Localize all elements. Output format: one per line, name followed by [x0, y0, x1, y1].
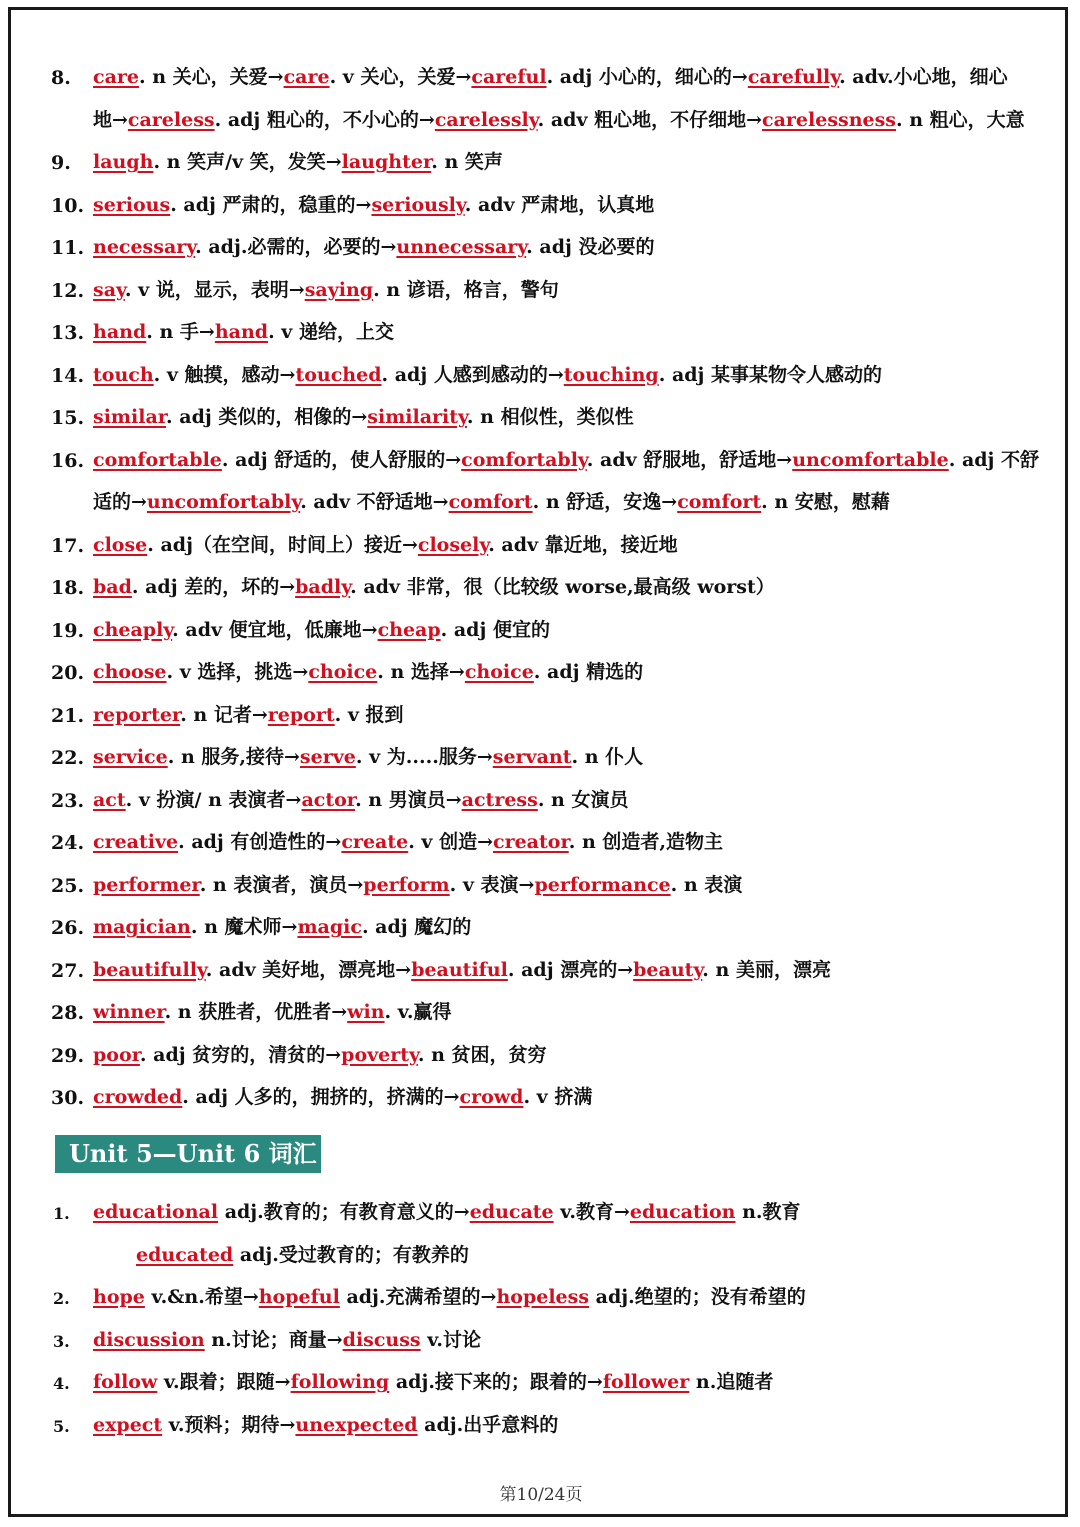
- vocab-word: close: [93, 533, 148, 556]
- vocab-word: educational: [93, 1201, 219, 1223]
- item-line: [93, 915, 471, 939]
- item-number: 9.: [51, 152, 71, 174]
- item-line: [93, 1328, 481, 1352]
- vocab-word: unexpected: [295, 1413, 418, 1436]
- item-number: 27.: [51, 959, 85, 982]
- vocab-word: touching: [563, 363, 659, 386]
- item-number: 3.: [53, 1331, 70, 1351]
- vocab-word: beautiful: [411, 958, 508, 981]
- item-number: 19.: [51, 619, 85, 642]
- definition-text: . adv 美好地，漂亮地→: [205, 958, 412, 981]
- definition-text: adj.绝望的；没有希望的: [589, 1286, 806, 1308]
- definition-text: . n 女演员: [537, 788, 629, 811]
- vocab-word: similarity: [367, 406, 467, 428]
- item-line: [93, 405, 634, 429]
- vocab-word: creative: [93, 831, 179, 853]
- definition-text: . n 相似性，类似性: [466, 406, 634, 428]
- definition-text: v.讨论: [420, 1328, 481, 1351]
- vocab-word: discuss: [342, 1328, 421, 1351]
- vocab-word: touch: [93, 363, 154, 386]
- vocab-word: beauty: [633, 958, 703, 981]
- definition-text: . adv 便宜地，低廉地→: [172, 618, 378, 641]
- definition-text: . adv 靠近地，接近地: [488, 533, 678, 556]
- definition-text: . adv 严肃地，认真地: [464, 193, 655, 216]
- item-line: [93, 278, 559, 302]
- item-number: 18.: [51, 577, 85, 599]
- vocab-word: choice: [308, 661, 378, 683]
- vocab-word: seriously: [371, 193, 465, 216]
- item-line: [93, 363, 882, 387]
- definition-text: 适的→: [93, 491, 147, 513]
- vocab-word: comfortable: [93, 448, 222, 471]
- item-line: [93, 150, 503, 174]
- definition-text: . v 创造→: [408, 831, 494, 853]
- definition-text: . adj 魔幻的: [361, 916, 472, 938]
- definition-text: . adj 漂亮的→: [507, 958, 634, 981]
- vocab-word: choice: [464, 661, 534, 683]
- definition-text: v.教育→: [553, 1201, 630, 1223]
- vocab-word: care: [93, 66, 139, 88]
- definition-text: . v 选择，挑选→: [166, 661, 309, 683]
- vocab-word: expect: [93, 1413, 163, 1436]
- vocab-word: cheap: [377, 618, 441, 641]
- item-line: [93, 320, 394, 344]
- vocab-word: comfortably: [461, 448, 587, 471]
- definition-text: . adj 小心的，细心的→: [546, 66, 748, 88]
- definition-text: . n 手→: [146, 321, 215, 343]
- vocab-word: creator: [493, 831, 569, 853]
- item-number: 26.: [51, 917, 85, 939]
- vocab-word: similar: [93, 406, 167, 428]
- item-line: [93, 1285, 806, 1309]
- definition-text: v.跟着；跟随→: [157, 1371, 291, 1393]
- definition-text: . n 仆人: [571, 746, 644, 768]
- page-footer: 第10/24页: [499, 1485, 583, 1505]
- vocab-word: service: [93, 746, 168, 768]
- definition-text: . adv 非常，很（比较级 worse,最高级 worst）: [350, 576, 775, 598]
- item-line: [93, 703, 404, 727]
- item-line: [93, 788, 628, 812]
- definition-text: . n 创造者,造物主: [568, 831, 723, 853]
- definition-text: . v 扮演/ n 表演者→: [125, 788, 302, 811]
- definition-text: adj.充满希望的→: [339, 1286, 497, 1308]
- definition-text: adj.受过教育的；有教养的: [233, 1243, 469, 1266]
- vocab-word: act: [93, 788, 126, 811]
- item-number: 24.: [51, 832, 85, 854]
- vocab-word: perform: [363, 873, 450, 896]
- vocab-word: poverty: [341, 1043, 418, 1066]
- vocab-word: laughter: [341, 151, 432, 173]
- item-number: 11.: [51, 237, 85, 259]
- vocab-word: comfort: [448, 491, 533, 513]
- definition-text: . n 谚语，格言，警句: [373, 278, 559, 301]
- item-number: 4.: [53, 1374, 70, 1393]
- vocab-word: hopeful: [258, 1286, 340, 1308]
- vocab-word: serve: [299, 746, 356, 768]
- definition-text: . n 关心，关爱→: [138, 66, 284, 88]
- item-line: [93, 65, 1008, 89]
- definition-text: adj.教育的；有教育意义的→: [218, 1201, 470, 1223]
- definition-text: . adj 差的，坏的→: [131, 576, 296, 598]
- vocab-word: educate: [469, 1201, 554, 1223]
- vocab-word: serious: [93, 193, 171, 216]
- item-line: [93, 1413, 558, 1437]
- vocab-word: hand: [214, 321, 269, 343]
- item-line: [93, 660, 643, 684]
- item-number: 10.: [51, 194, 85, 217]
- item-line: [93, 1000, 452, 1024]
- item-number: 23.: [51, 789, 85, 812]
- vocab-word: choose: [93, 661, 167, 683]
- item-number: 1.: [53, 1204, 70, 1223]
- definition-text: . v 递给，上交: [268, 321, 394, 343]
- definition-text: . adj.必需的，必要的→: [195, 236, 397, 258]
- definition-text: . n 贫困，贫穷: [417, 1043, 547, 1066]
- definition-text: . v 为.....服务→: [355, 746, 493, 768]
- item-line: [93, 618, 550, 642]
- item-number: 12.: [51, 279, 85, 302]
- vocab-word: crowded: [93, 1086, 183, 1108]
- item-number: 30.: [51, 1087, 85, 1109]
- vocab-word: actor: [301, 788, 356, 811]
- definition-text: . adj 没必要的: [526, 236, 655, 258]
- vocab-word: bad: [93, 576, 132, 598]
- definition-text: . n 男演员→: [355, 788, 462, 811]
- definition-text: . adj 人多的，拥挤的，挤满的→: [182, 1086, 460, 1108]
- item-number: 25.: [51, 874, 85, 897]
- vocab-word: carelessness: [762, 108, 897, 131]
- item-number: 16.: [51, 449, 85, 472]
- vocab-word: magic: [297, 916, 362, 938]
- definition-text: . v.赢得: [384, 1001, 452, 1023]
- vocab-word: hand: [93, 321, 147, 343]
- vocab-word: carelessly: [434, 108, 538, 131]
- definition-text: . adj 贫穷的，清贫的→: [139, 1043, 342, 1066]
- definition-text: . adj 便宜的: [440, 618, 550, 641]
- definition-text: n.讨论；商量→: [204, 1328, 343, 1351]
- vocab-word: cheaply: [93, 618, 173, 641]
- definition-text: . n 记者→: [180, 703, 268, 726]
- vocab-word: report: [267, 703, 335, 726]
- vocab-word: education: [629, 1201, 736, 1223]
- item-number: 5.: [53, 1416, 70, 1436]
- item-line: [93, 448, 1039, 472]
- item-line: [93, 1085, 592, 1109]
- vocab-word: carefully: [747, 66, 840, 88]
- vocab-word: poor: [93, 1043, 140, 1066]
- vocab-word: saying: [304, 278, 374, 301]
- vocab-word: uncomfortably: [146, 491, 301, 513]
- definition-text: . n 表演: [670, 873, 743, 896]
- vocab-word: hopeless: [496, 1286, 590, 1308]
- vocab-word: follow: [93, 1371, 158, 1393]
- vocab-word: comfort: [677, 491, 762, 513]
- vocab-word: laugh: [93, 151, 154, 173]
- item-line: [93, 108, 1025, 132]
- definition-text: . adj 人感到感动的→: [381, 363, 564, 386]
- definition-text: . adv 不舒适地→: [300, 491, 449, 513]
- definition-text: . adv.小心地，细心: [839, 66, 1008, 88]
- definition-text: . adj 类似的，相像的→: [166, 406, 368, 428]
- vocab-word: touched: [295, 363, 382, 386]
- definition-text: . adj 有创造性的→: [178, 831, 342, 853]
- definition-text: . v 报到: [334, 703, 404, 726]
- definition-text: . n 选择→: [377, 661, 465, 683]
- item-line: [93, 193, 654, 217]
- item-number: 29.: [51, 1044, 85, 1067]
- vocab-word: beautifully: [93, 958, 206, 981]
- item-number: 20.: [51, 662, 85, 684]
- item-line: [93, 1200, 801, 1224]
- item-line: [93, 533, 678, 557]
- vocab-word: magician: [93, 916, 191, 938]
- item-number: 22.: [51, 747, 85, 769]
- definition-text: . v 说，显示，表明→: [124, 278, 305, 301]
- definition-text: . n 粗心，大意: [896, 108, 1025, 131]
- definition-text: adj.出乎意料的: [417, 1413, 559, 1436]
- vocab-word: uncomfortable: [792, 448, 949, 471]
- definition-text: adj.接下来的；跟着的→: [389, 1371, 603, 1393]
- definition-text: . adv 舒服地，舒适地→: [586, 448, 793, 471]
- vocab-word: careful: [471, 66, 547, 88]
- item-number: 15.: [51, 407, 85, 429]
- definition-text: . adj 舒适的，使人舒服的→: [221, 448, 462, 471]
- vocab-word: unnecessary: [396, 236, 527, 258]
- vocab-word: reporter: [93, 703, 181, 726]
- vocab-word: performer: [93, 873, 200, 896]
- item-number: 2.: [53, 1289, 70, 1308]
- item-number: 28.: [51, 1002, 85, 1024]
- definition-text: . n 服务,接待→: [167, 746, 300, 768]
- vocab-word: create: [341, 831, 409, 853]
- vocab-word: following: [290, 1371, 390, 1393]
- item-number: 14.: [51, 364, 85, 387]
- definition-text: . n 安慰，慰藉: [761, 491, 890, 513]
- definition-text: . n 笑声: [431, 151, 503, 173]
- vocab-word: say: [93, 278, 125, 301]
- definition-text: n.追随者: [689, 1371, 774, 1393]
- item-line: [93, 490, 890, 514]
- item-line: [93, 575, 775, 599]
- section-header: Unit 5—Unit 6 词汇: [55, 1135, 321, 1173]
- item-line: [93, 873, 742, 897]
- item-number: 17.: [51, 534, 85, 557]
- item-line: [93, 235, 654, 259]
- vocab-word: win: [347, 1001, 385, 1023]
- item-number: 21.: [51, 704, 85, 727]
- definition-text: . v 挤满: [523, 1086, 593, 1108]
- definition-text: . adj 粗心的，不小心的→: [214, 108, 435, 131]
- definition-text: . v 触摸，感动→: [153, 363, 296, 386]
- vocab-word: badly: [295, 576, 351, 598]
- definition-text: v.预料；期待→: [162, 1413, 296, 1436]
- definition-text: . n 获胜者，优胜者→: [164, 1001, 348, 1023]
- vocab-word: discussion: [93, 1328, 205, 1351]
- vocab-word: actress: [461, 788, 538, 811]
- definition-text: n.教育: [735, 1201, 801, 1223]
- vocab-word: care: [283, 66, 330, 88]
- definition-text: . n 魔术师→: [190, 916, 298, 938]
- definition-text: v.&n.希望→: [144, 1286, 259, 1308]
- definition-text: . adj 某事某物令人感动的: [658, 363, 883, 386]
- vocab-word: winner: [93, 1001, 165, 1023]
- definition-text: . v 关心，关爱→: [329, 66, 472, 88]
- definition-text: . adv 粗心地，不仔细地→: [537, 108, 763, 131]
- definition-text: . n 舒适，安逸→: [532, 491, 678, 513]
- item-number: 8.: [51, 67, 71, 89]
- definition-text: . n 表演者，演员→: [199, 873, 364, 896]
- vocab-word: careless: [127, 108, 215, 131]
- vocab-word: educated: [136, 1243, 234, 1266]
- definition-text: . adj（在空间，时间上）接近→: [147, 533, 418, 556]
- item-line: [93, 830, 723, 854]
- vocab-word: closely: [417, 533, 489, 556]
- definition-text: . n 笑声/v 笑，发笑→: [153, 151, 342, 173]
- vocab-word: servant: [492, 746, 572, 768]
- vocab-word: hope: [93, 1286, 145, 1308]
- definition-text: 地→: [93, 108, 128, 131]
- item-line: [93, 1370, 773, 1394]
- definition-text: . adj 精选的: [533, 661, 644, 683]
- item-line: [93, 745, 643, 769]
- item-line: [136, 1243, 469, 1267]
- vocab-word: crowd: [459, 1086, 524, 1108]
- item-number: 13.: [51, 322, 85, 344]
- vocab-word: follower: [602, 1371, 690, 1393]
- vocab-word: performance: [534, 873, 671, 896]
- definition-text: . adj 不舒: [948, 448, 1040, 471]
- item-line: [93, 1043, 547, 1067]
- definition-text: . v 表演→: [449, 873, 535, 896]
- definition-text: . adj 严肃的，稳重的→: [170, 193, 372, 216]
- page: [8, 7, 1068, 1517]
- item-line: [93, 958, 831, 982]
- vocab-word: necessary: [93, 236, 196, 258]
- definition-text: . n 美丽，漂亮: [702, 958, 831, 981]
